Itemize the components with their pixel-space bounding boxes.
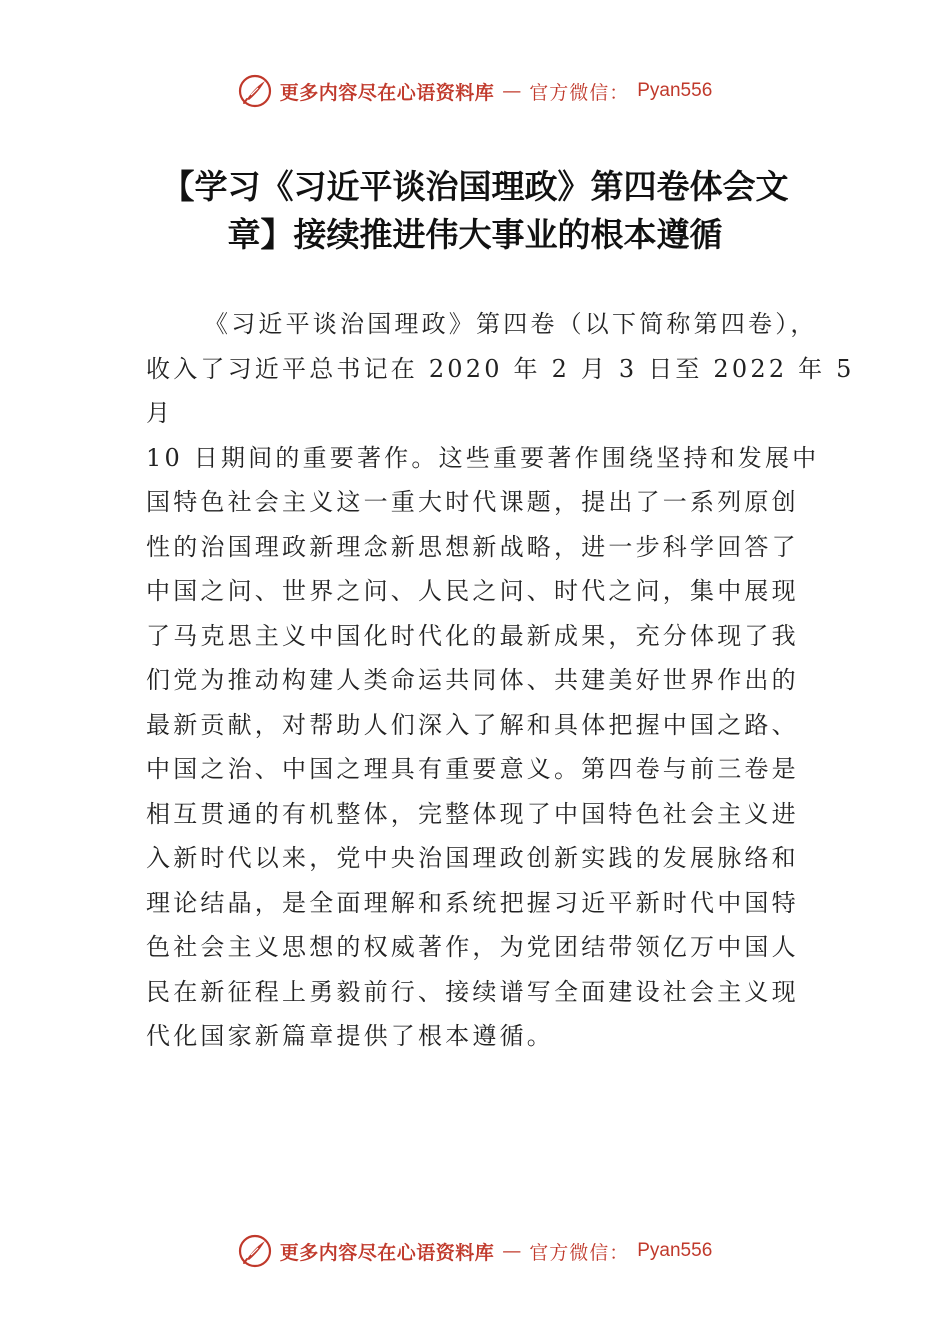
watermark-contact-label: 官方微信： — [529, 81, 630, 104]
body-line: 中国之问、世界之问、人民之问、时代之问，集中展现 — [146, 577, 799, 605]
body-line: 代化国家新篇章提供了根本遵循。 — [146, 1022, 554, 1050]
body-paragraph — [146, 302, 855, 1059]
body-line: 理论结晶，是全面理解和系统把握习近平新时代中国特 — [146, 888, 799, 917]
watermark-contact-id: Pyan556 — [637, 80, 713, 101]
body-line: 国特色社会主义这一重大时代课题，提出了一系列原创 — [146, 488, 799, 516]
title-line-2: 章】接续推进伟大事业的根本遵循 — [227, 215, 723, 254]
body-line: 们党为推动构建人类命运共同体、共建美好世界作出的 — [146, 666, 799, 694]
body-line: 民在新征程上勇毅前行、接续谱写全面建设社会主义现 — [146, 977, 799, 1006]
body-line: 中国之治、中国之理具有重要意义。第四卷与前三卷是 — [146, 755, 799, 783]
body-line: 收入了习近平总书记在 2020 年 2 月 3 日至 2022 年 5 — [146, 354, 855, 383]
watermark-text: 更多内容尽在心语资料库 — [279, 81, 495, 104]
watermark-contact-label: 官方微信： — [529, 1241, 630, 1264]
body-line: 最新贡献，对帮助人们深入了解和具体把握中国之路、 — [146, 710, 799, 739]
header-watermark — [0, 74, 950, 108]
feather-pen-logo-icon — [238, 74, 272, 108]
body-line: 10 日期间的重要著作。这些重要著作围绕坚持和发展中 — [146, 443, 820, 472]
body-line: 《习近平谈治国理政》第四卷（以下简称第四卷）， — [204, 310, 818, 338]
footer-watermark — [0, 1234, 950, 1268]
watermark-text: 更多内容尽在心语资料库 — [279, 1241, 495, 1264]
body-line: 相互贯通的有机整体，完整体现了中国特色社会主义进 — [146, 799, 799, 828]
body-line: 月 — [146, 399, 174, 427]
document-title — [120, 163, 830, 259]
watermark-dash: — — [502, 1240, 522, 1262]
watermark-dash: — — [502, 80, 522, 102]
body-line: 性的治国理政新理念新思想新战略，进一步科学回答了 — [146, 532, 799, 561]
watermark-contact-id: Pyan556 — [637, 1240, 713, 1261]
body-line: 色社会主义思想的权威著作，为党团结带领亿万中国人 — [146, 933, 799, 961]
title-line-1: 【学习《习近平谈治国理政》第四卷体会文 — [161, 167, 789, 206]
feather-pen-logo-icon — [238, 1234, 272, 1268]
body-line: 了马克思主义中国化时代化的最新成果，充分体现了我 — [146, 621, 799, 650]
body-line: 入新时代以来，党中央治国理政创新实践的发展脉络和 — [146, 844, 799, 872]
